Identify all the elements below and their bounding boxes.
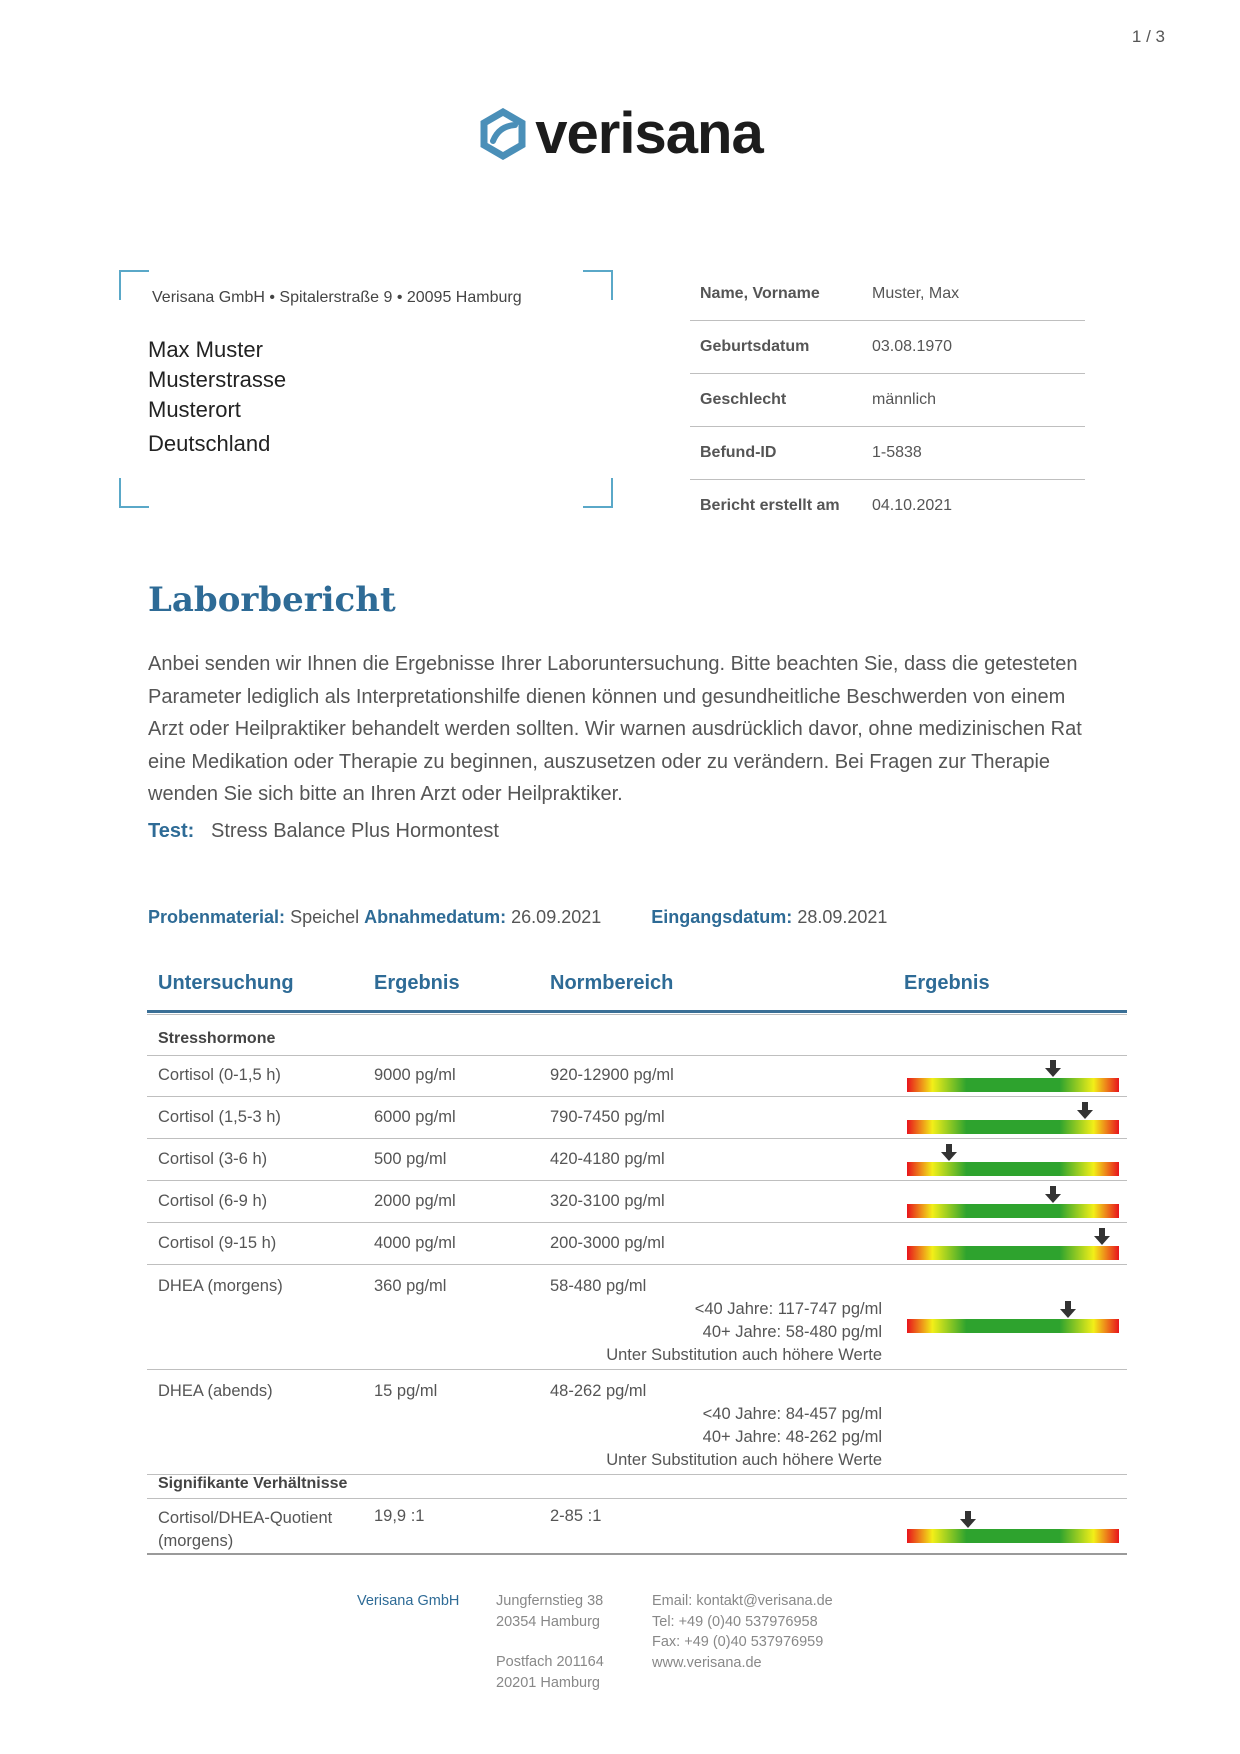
recipient-address xyxy=(148,335,286,459)
result-gauge xyxy=(907,1120,1119,1134)
footer-city: 20354 Hamburg xyxy=(496,1613,600,1630)
patient-info-label: Befund-ID xyxy=(700,444,777,461)
table-row xyxy=(147,1223,1127,1265)
receipt-date-label: Eingangsdatum: xyxy=(651,907,793,927)
patient-info-value: 04.10.2021 xyxy=(872,497,953,514)
patient-info-value: Muster, Max xyxy=(872,285,960,302)
group-label: Signifikante Verhältnisse xyxy=(158,1475,348,1492)
header-untersuchung: Untersuchung xyxy=(158,972,294,994)
row-name xyxy=(158,1507,332,1553)
row-result: 9000 pg/ml xyxy=(374,1066,456,1084)
intro-paragraph: Anbei senden wir Ihnen die Ergebnisse Ihrer Laboruntersuchung. Bitte beachten Sie, dass die getesteten Parameter lediglich als Interpretationshilfe dienen können und gesundheitliche Beschwerden von einem Arzt oder Heilpraktiker behandelt werden sollten. Wir warnen ausdrücklich davor, ohne medizinischen Rat eine Medikation oder Therapie zu beginnen, auszusetzen oder zu verändern. Bei Fragen zur Therapie wenden Sie sich bitte an Ihren Arzt oder Heilpraktiker. xyxy=(148,653,1082,805)
row-name: Cortisol (9-15 h) xyxy=(158,1234,277,1252)
collection-date-value: 26.09.2021 xyxy=(511,907,602,927)
reference-note: 40+ Jahre: 48-262 pg/ml xyxy=(702,1428,882,1446)
result-gauge xyxy=(907,1078,1119,1092)
recipient-country: Deutschland xyxy=(148,431,271,456)
result-marker-icon xyxy=(941,1144,957,1161)
result-marker-icon xyxy=(1094,1228,1110,1245)
result-marker-icon xyxy=(1077,1102,1093,1119)
address-window-corner xyxy=(583,478,613,508)
header-normbereich: Normbereich xyxy=(550,972,674,994)
patient-info-value: 1-5838 xyxy=(872,444,922,461)
row-name: Cortisol (3-6 h) xyxy=(158,1150,268,1168)
sample-material-value: Speichel xyxy=(290,907,360,927)
row-name-line: Cortisol/DHEA-Quotient xyxy=(158,1509,333,1527)
test-value: Stress Balance Plus Hormontest xyxy=(210,820,499,842)
row-range: 920-12900 pg/ml xyxy=(550,1066,674,1084)
age-reference-notes xyxy=(606,1403,882,1472)
result-marker-icon xyxy=(960,1511,976,1528)
row-name: DHEA (morgens) xyxy=(158,1277,283,1295)
patient-info-row xyxy=(690,374,1085,427)
row-result: 19,9 :1 xyxy=(374,1507,425,1525)
footer-web[interactable]: www.verisana.de xyxy=(652,1654,762,1671)
footer-email[interactable]: Email: kontakt@verisana.de xyxy=(652,1593,833,1609)
address-window-corner xyxy=(119,270,149,300)
table-row xyxy=(147,1097,1127,1139)
recipient-city: Musterort xyxy=(148,397,241,422)
row-range: 2-85 :1 xyxy=(550,1507,602,1525)
row-result: 360 pg/ml xyxy=(374,1277,447,1295)
group-header xyxy=(147,1475,1127,1499)
address-window-corner xyxy=(119,478,149,508)
page-number: 1 / 3 xyxy=(1131,27,1165,46)
row-result: 15 pg/ml xyxy=(374,1382,438,1400)
reference-note: Unter Substitution auch höhere Werte xyxy=(606,1346,882,1364)
row-range: 200-3000 pg/ml xyxy=(550,1234,665,1252)
row-range: 58-480 pg/ml xyxy=(550,1277,647,1295)
recipient-street: Musterstrasse xyxy=(148,367,287,392)
patient-info-value: männlich xyxy=(872,391,937,408)
logo-text: verisana xyxy=(535,101,763,166)
patient-info-row xyxy=(690,480,1085,532)
patient-info-row xyxy=(690,427,1085,480)
result-gauge xyxy=(907,1529,1119,1543)
group-header xyxy=(147,1030,1127,1056)
result-gauge xyxy=(907,1319,1119,1333)
sender-line: Verisana GmbH • Spitalerstraße 9 • 20095 Hamburg xyxy=(152,289,522,306)
footer-tel: Tel: +49 (0)40 537976958 xyxy=(652,1613,818,1630)
header-underline xyxy=(147,1014,1127,1015)
patient-info-label: Geburtsdatum xyxy=(700,338,810,355)
patient-info-table xyxy=(690,268,1085,532)
patient-info-row xyxy=(690,321,1085,374)
result-gauge xyxy=(907,1246,1119,1260)
footer-postbox-city: 20201 Hamburg xyxy=(496,1674,600,1691)
patient-info-label: Geschlecht xyxy=(700,391,787,408)
sample-material-label: Probenmaterial: xyxy=(148,907,286,927)
row-range: 320-3100 pg/ml xyxy=(550,1192,665,1210)
footer-postbox: Postfach 201164 xyxy=(496,1654,604,1670)
footer-street: Jungfernstieg 38 xyxy=(496,1593,604,1609)
header-ergebnis: Ergebnis xyxy=(374,972,460,994)
address-window-corner xyxy=(583,270,613,300)
receipt-date-value: 28.09.2021 xyxy=(797,907,888,927)
table-row xyxy=(147,1139,1127,1181)
recipient-name: Max Muster xyxy=(148,337,263,362)
table-row xyxy=(147,1055,1127,1097)
row-range: 790-7450 pg/ml xyxy=(550,1108,665,1126)
test-label: Test: xyxy=(148,820,195,842)
result-marker-icon xyxy=(1045,1186,1061,1203)
row-name: Cortisol (6-9 h) xyxy=(158,1192,268,1210)
footer-contact xyxy=(652,1591,833,1673)
row-result: 4000 pg/ml xyxy=(374,1234,456,1252)
row-result: 6000 pg/ml xyxy=(374,1108,456,1126)
results-table-header xyxy=(147,970,1127,1013)
reference-note: <40 Jahre: 117-747 pg/ml xyxy=(694,1300,882,1318)
row-name: Cortisol (1,5-3 h) xyxy=(158,1108,281,1126)
footer-fax: Fax: +49 (0)40 537976959 xyxy=(652,1634,824,1650)
row-name-line: (morgens) xyxy=(158,1532,234,1550)
verisana-logo-icon xyxy=(477,108,529,160)
footer-address xyxy=(496,1591,604,1693)
logo xyxy=(0,100,1240,167)
patient-info-row xyxy=(690,268,1085,321)
table-row xyxy=(147,1181,1127,1223)
report-title: Laborbericht xyxy=(148,580,396,620)
test-line xyxy=(148,820,499,843)
reference-note: <40 Jahre: 84-457 pg/ml xyxy=(702,1405,882,1423)
table-row xyxy=(147,1499,1127,1555)
age-reference-notes xyxy=(606,1298,882,1367)
reference-note: Unter Substitution auch höhere Werte xyxy=(606,1451,882,1469)
row-result: 2000 pg/ml xyxy=(374,1192,456,1210)
sample-info xyxy=(148,907,887,928)
result-gauge xyxy=(907,1162,1119,1176)
row-name: DHEA (abends) xyxy=(158,1382,273,1400)
patient-info-value: 03.08.1970 xyxy=(872,338,953,355)
collection-date-label: Abnahmedatum: xyxy=(364,907,507,927)
table-row xyxy=(147,1265,1127,1370)
group-label: Stresshormone xyxy=(158,1030,276,1047)
row-name: Cortisol (0-1,5 h) xyxy=(158,1066,281,1084)
result-marker-icon xyxy=(1060,1301,1076,1318)
result-gauge xyxy=(907,1204,1119,1218)
patient-info-label: Bericht erstellt am xyxy=(700,497,840,514)
footer-company: Verisana GmbH xyxy=(357,1593,460,1609)
row-result: 500 pg/ml xyxy=(374,1150,447,1168)
reference-note: 40+ Jahre: 58-480 pg/ml xyxy=(702,1323,882,1341)
result-marker-icon xyxy=(1045,1060,1061,1077)
header-ergebnis-gauge: Ergebnis xyxy=(904,972,990,994)
patient-info-label: Name, Vorname xyxy=(700,285,820,302)
table-row xyxy=(147,1370,1127,1475)
row-range: 48-262 pg/ml xyxy=(550,1382,647,1400)
row-range: 420-4180 pg/ml xyxy=(550,1150,665,1168)
